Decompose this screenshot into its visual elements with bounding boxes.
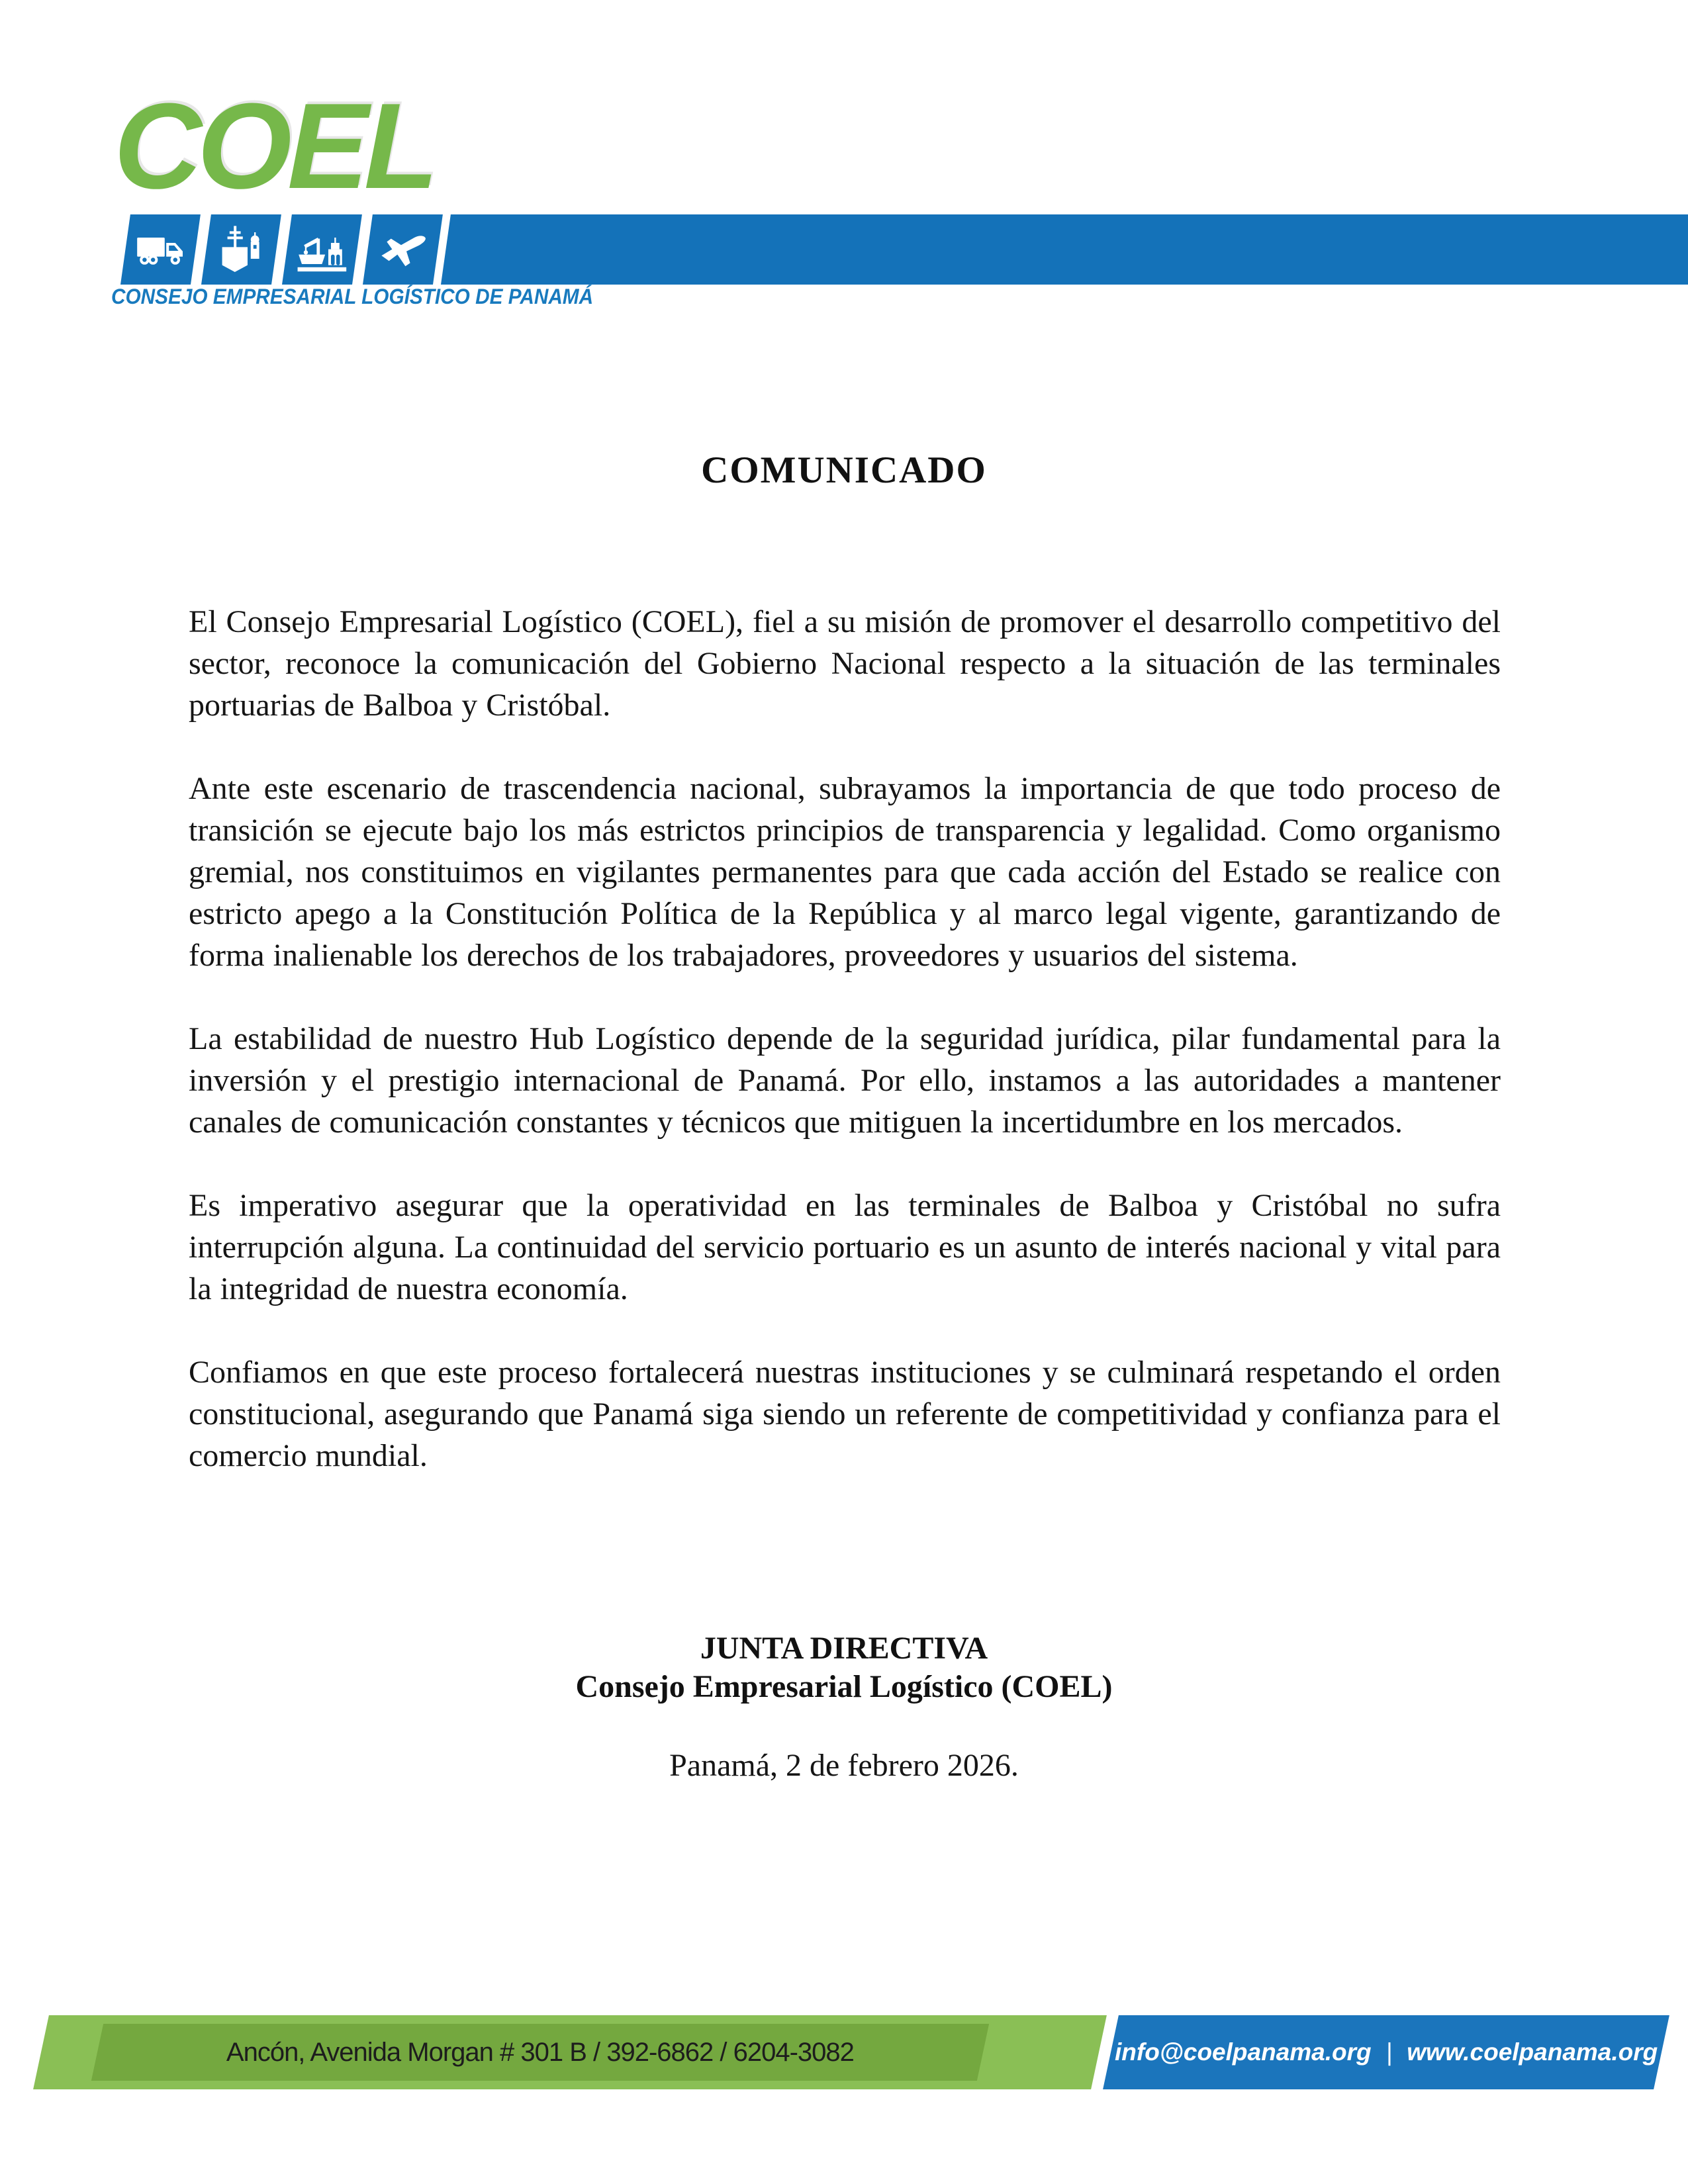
footer-address-bar [33, 2015, 1107, 2089]
paragraph-3: La estabilidad de nuestro Hub Logístico depende de la seguridad jurídica, pilar fundamental para la inversión y el prestigio internacional de Panamá. Por ello, instamos a las autoridades a mantener canales de comunicación constantes y técnicos que mitiguen la incertidumbre en los mercados. [189, 1021, 1501, 1140]
logo-tagline: CONSEJO EMPRESARIAL LOGÍSTICO DE PANAMÁ [111, 285, 594, 308]
paragraph-2: Ante este escenario de trascendencia nacional, subrayamos la importancia de que todo proceso de transición se ejecute bajo los más estrictos principios de transparencia y legalidad. Como organismo gremial, nos constituimos en vigilantes permanentes para que cada acción del Estado se realice con estricto apego a la Constitución Política de la República y al marco legal vigente, garantizando de forma inalienable los derechos de los trabajadores, proveedores y usuarios del sistema. [189, 771, 1501, 973]
paragraph-5: Confiamos en que este proceso fortalecerá nuestras instituciones y se culminará respetando el orden constitucional, asegurando que Panamá siga siendo un referente de competitividad y confianza para el comercio mundial. [189, 1355, 1501, 1473]
footer-address-panel [91, 2024, 989, 2081]
airplane-icon [376, 222, 429, 278]
footer-contact-text [1115, 2038, 1658, 2066]
port-crane-icon [295, 222, 348, 278]
truck-icon [134, 222, 187, 278]
signature-line-2: Consejo Empresarial Logístico (COEL) [575, 1669, 1113, 1704]
paragraph-4: Es imperativo asegurar que la operatividad en las terminales de Balboa y Cristóbal no sufra interrupción alguna. La continuidad del servicio portuario es un asunto de interés nacional y vital para la integridad de nuestra economía. [189, 1188, 1501, 1306]
logo-tile-airplane [363, 214, 443, 285]
document-body [189, 601, 1501, 1518]
footer-website: www.coelpanama.org [1407, 2038, 1658, 2066]
signature-block [0, 1629, 1688, 1706]
paragraph-1: El Consejo Empresarial Logístico (COEL), fiel a su misión de promover el desarrollo competitivo del sector, reconoce la comunicación del Gobierno Nacional respecto a la situación de las terminales portuarias de Balboa y Cristóbal. [189, 604, 1501, 723]
logo-blue-bar [441, 214, 1688, 285]
logo-tile-truck [120, 214, 201, 285]
dateline: Panamá, 2 de febrero 2026. [669, 1748, 1019, 1783]
coel-wordmark: COEL [114, 77, 434, 214]
footer-separator: | [1385, 2038, 1393, 2066]
footer-address-text: Ancón, Avenida Morgan # 301 B / 392-6862 / 6204-3082 [226, 2037, 855, 2067]
signature-line-1: JUNTA DIRECTIVA [700, 1631, 988, 1666]
document-title: COMUNICADO [701, 449, 987, 491]
footer-contact-bar [1103, 2015, 1669, 2089]
logo-tile-port [282, 214, 362, 285]
footer-email: info@coelpanama.org [1114, 2038, 1372, 2066]
logo-tile-ship [201, 214, 281, 285]
ship-icon [214, 222, 267, 278]
